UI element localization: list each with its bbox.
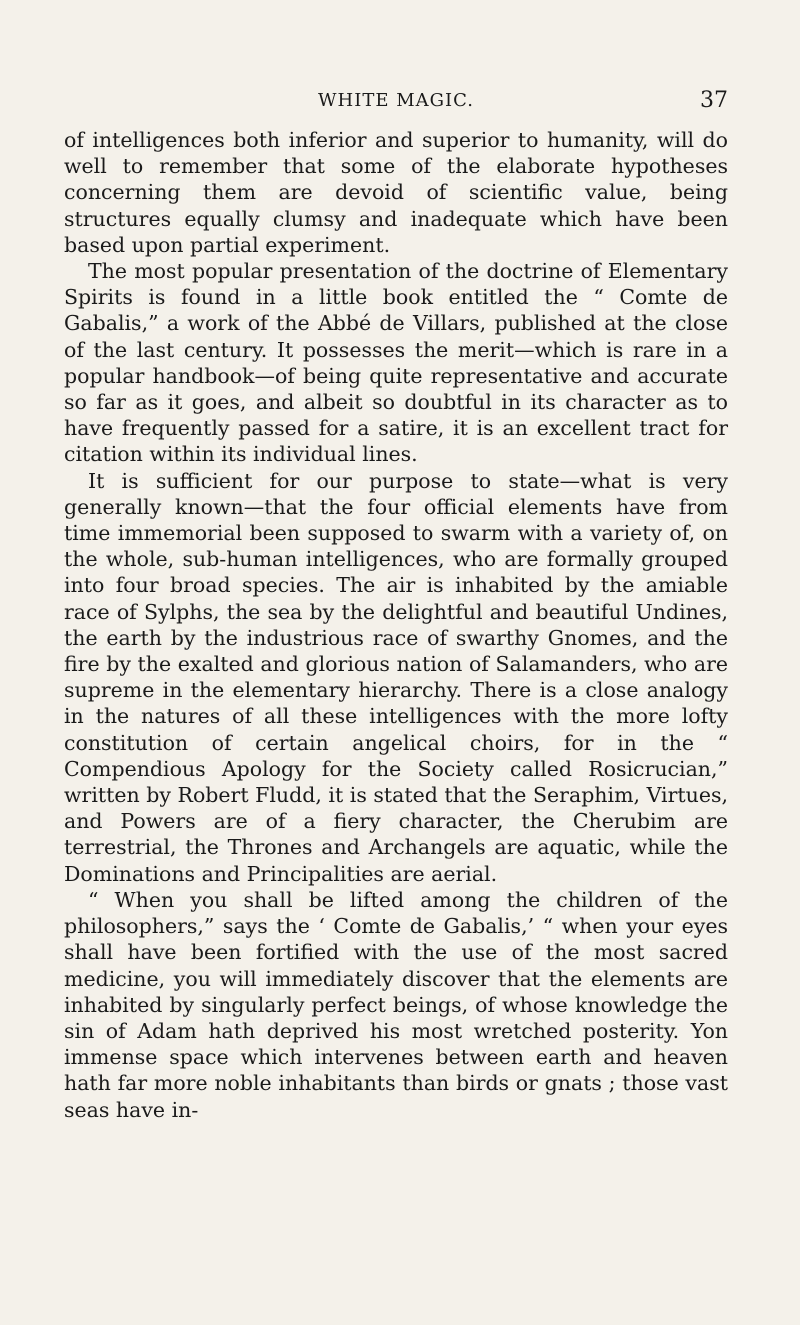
- paragraph: of intelligences both inferior and superior to humanity, will do well to remember that some of the elaborate hypotheses concerning them are devoid of scientific value, being structures equally clumsy and inadequate which have been based upon partial experiment.: [64, 128, 728, 257]
- paragraph: It is sufficient for our purpose to state—what is very generally known—that the four official elements have from time immemorial been supposed to swarm with a variety of, on the whole, sub-human intelligences, who are formally grouped into four broad species. The air is inhabited by the amiable race of Sylphs, the sea by the delightful and beautiful Undines, the earth by the industrious race of swarthy Gnomes, and the fire by the exalted and glorious nation of Salamanders, who are supreme in the elementary hierarchy. There is a close analogy in the natures of all these intelligences with the more lofty constitution of certain angelical choirs, for in the “ Compendious Apology for the Society called Rosicrucian,” written by Robert Fludd, it is stated that the Seraphim, Virtues, and Powers are of a fiery character, the Cherubim are terrestrial, the Thrones and Archangels are aquatic, while the Dominations and Principalities are aerial.: [64, 468, 728, 886]
- body-text: [64, 127, 728, 1123]
- running-head: WHITE MAGIC.: [318, 90, 474, 111]
- page-number: 37: [700, 88, 728, 113]
- paragraph: The most popular presentation of the doctrine of Elementary Spirits is found in a little book entitled the “ Comte de Gabalis,” a work of the Abbé de Villars, published at the close of the last century. It possesses the merit—which is rare in a popular handbook—of being quite representative and accurate so far as it goes, and albeit so doubtful in its character as to have frequently passed for a satire, it is an excellent tract for citation within its individual lines.: [64, 259, 728, 467]
- page-header: [64, 86, 728, 116]
- paragraph: “ When you shall be lifted among the children of the philosophers,” says the ‘ Comte de Gabalis,’ “ when your eyes shall have been fortified with the use of the most sacred medicine, you will immediately discover that the elements are inhabited by singularly perfect beings, of whose knowledge the sin of Adam hath deprived his most wretched posterity. Yon immense space which intervenes between earth and heaven hath far more noble inhabitants than birds or gnats ; those vast seas have in-: [64, 887, 728, 1122]
